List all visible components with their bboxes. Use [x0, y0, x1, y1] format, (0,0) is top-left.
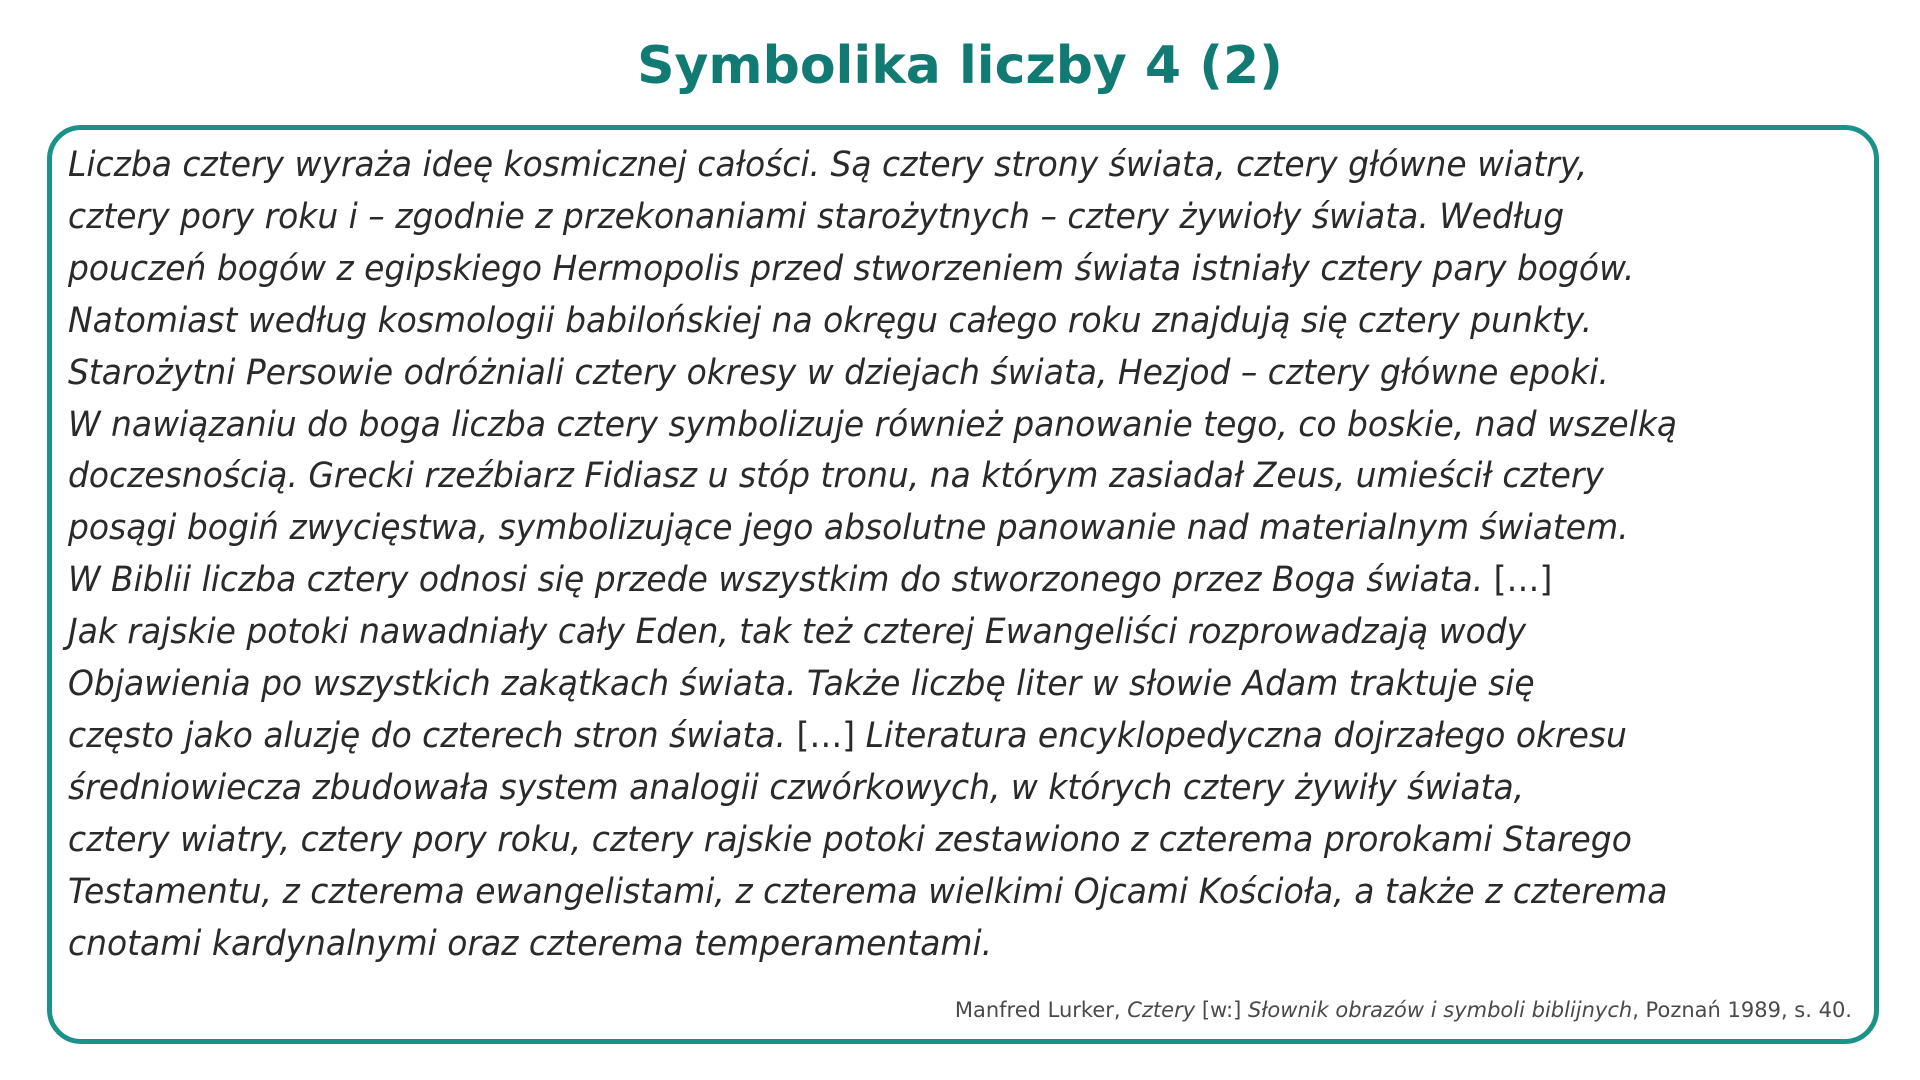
source-publication: , Poznań 1989, s. 40.	[1632, 998, 1852, 1022]
quote-text	[68, 140, 1888, 971]
quote-line: cztery pory roku i – zgodnie z przekonaniami starożytnych – cztery żywioły świata. Według	[68, 196, 1565, 237]
source-book: Słownik obrazów i symboli biblijnych	[1247, 998, 1633, 1022]
quote-line: doczesnością. Grecki rzeźbiarz Fidiasz u stóp tronu, na którym zasiadał Zeus, umieścił cztery	[68, 456, 1604, 497]
omission-mark: […]	[796, 715, 856, 756]
quote-line: Natomiast według kosmologii babilońskiej na okręgu całego roku znajdują się cztery punkty.	[68, 300, 1593, 341]
quote-line: średniowiecza zbudowała system analogii czwórkowych, w których cztery żywiły świata,	[68, 767, 1525, 808]
quote-line-text: W Biblii liczba cztery odnosi się przede wszystkim do stworzonego przez Boga świata.	[68, 560, 1494, 601]
source-citation	[955, 996, 1852, 1024]
quote-line: posągi bogiń zwycięstwa, symbolizujące jego absolutne panowanie nad materialnym światem.	[68, 508, 1629, 549]
quote-line: Jak rajskie potoki nawadniały cały Eden, tak też czterej Ewangeliści rozprowadzają wody	[68, 612, 1527, 653]
quote-line: Objawienia po wszystkich zakątkach świata. Także liczbę liter w słowie Adam traktuje się	[68, 664, 1535, 705]
quote-line	[68, 555, 1805, 607]
quote-line: Liczba cztery wyraża ideę kosmicznej całości. Są cztery strony świata, cztery główne wiatry,	[68, 145, 1588, 185]
quote-line-text: Literatura encyklopedyczna dojrzałego okresu	[855, 715, 1627, 756]
omission-mark: […]	[1493, 560, 1553, 601]
quote-line: pouczeń bogów z egipskiego Hermopolis przed stworzeniem świata istniały cztery pary bogów.	[68, 248, 1635, 289]
quote-line: Testamentu, z czterema ewangelistami, z czterema wielkimi Ojcami Kościoła, a także z czterema	[68, 871, 1668, 912]
quote-line: cztery wiatry, cztery pory roku, cztery rajskie potoki zestawiono z czterema prorokami Starego	[68, 819, 1632, 860]
quote-line-text: często jako aluzję do czterech stron świata.	[68, 715, 797, 756]
quote-line: cnotami kardynalnymi oraz czterema temperamentami.	[68, 923, 993, 964]
quote-line: W nawiązaniu do boga liczba cztery symbolizuje również panowanie tego, co boskie, nad wszelką	[68, 404, 1678, 445]
source-in-marker: [w:]	[1195, 998, 1248, 1022]
page-title: Symbolika liczby 4 (2)	[637, 36, 1283, 96]
source-author: Manfred Lurker,	[954, 998, 1128, 1022]
quote-line: Starożytni Persowie odróżniali cztery okresy w dziejach świata, Hezjod – cztery główne epoki.	[68, 352, 1609, 393]
source-article: Cztery	[1127, 998, 1196, 1022]
quote-line	[68, 711, 1805, 763]
